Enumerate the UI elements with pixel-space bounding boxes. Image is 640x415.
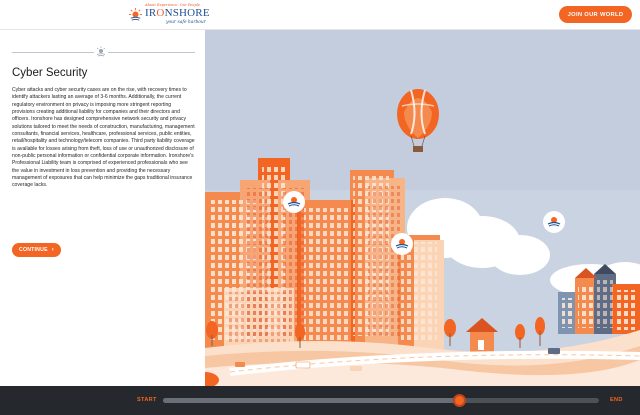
content-panel: [0, 30, 205, 386]
timeline-track[interactable]: [163, 398, 599, 403]
info-pin-icon[interactable]: [390, 232, 414, 256]
timeline-bar: [0, 386, 640, 415]
logo-subtitle: your safe harbour: [166, 20, 206, 25]
info-pin-icon[interactable]: [282, 190, 306, 214]
sun-logo-icon: [128, 7, 143, 22]
logo-brand: IRONSHORE: [145, 7, 210, 19]
continue-button[interactable]: [12, 243, 61, 257]
divider-sun-icon: [94, 45, 108, 59]
timeline-end-label: END: [610, 397, 623, 403]
section-title: Cyber Security: [12, 67, 88, 79]
section-body: Cyber attacks and cyber security cases are on the rise, with recovery times to identify attackers lasting an average of 3-6 months. Additionally, the current regulatory environment on privacy is imposing more stringent reporting provisions creating additional liability for companies and their directors and officers. Ironshore has designed comprehensive network security and privacy solutions tailored to meet the needs of construction, manufacturing, management consultants, financial services, healthcare, professional services, public entities, retail/hospitality and technology/telecom companies. Third party liability coverage is available for losses arising from theft, loss of use or unauthorized disclosure of non-public personal information or confidential corporate information. Ironshore's Professional Liability team is comprised of experienced professionals who see the value in investment in loss prevention and providing the necessary management of exposures that can help minimize the gaps traditional insurance coverage lacks.: [12, 87, 195, 189]
info-pin-icon[interactable]: [542, 210, 566, 234]
timeline-start-label: START: [137, 397, 157, 403]
logo-tagline: About Experience. Our People.: [145, 3, 202, 7]
top-header: [0, 0, 640, 30]
ironshore-logo[interactable]: [128, 3, 208, 27]
timeline-progress: [163, 398, 459, 403]
chevron-right-icon: ›: [51, 247, 54, 253]
join-our-world-button[interactable]: JOIN OUR WORLD: [559, 6, 632, 23]
continue-label: CONTINUE: [19, 247, 48, 253]
timeline-slider-thumb[interactable]: [453, 394, 466, 407]
